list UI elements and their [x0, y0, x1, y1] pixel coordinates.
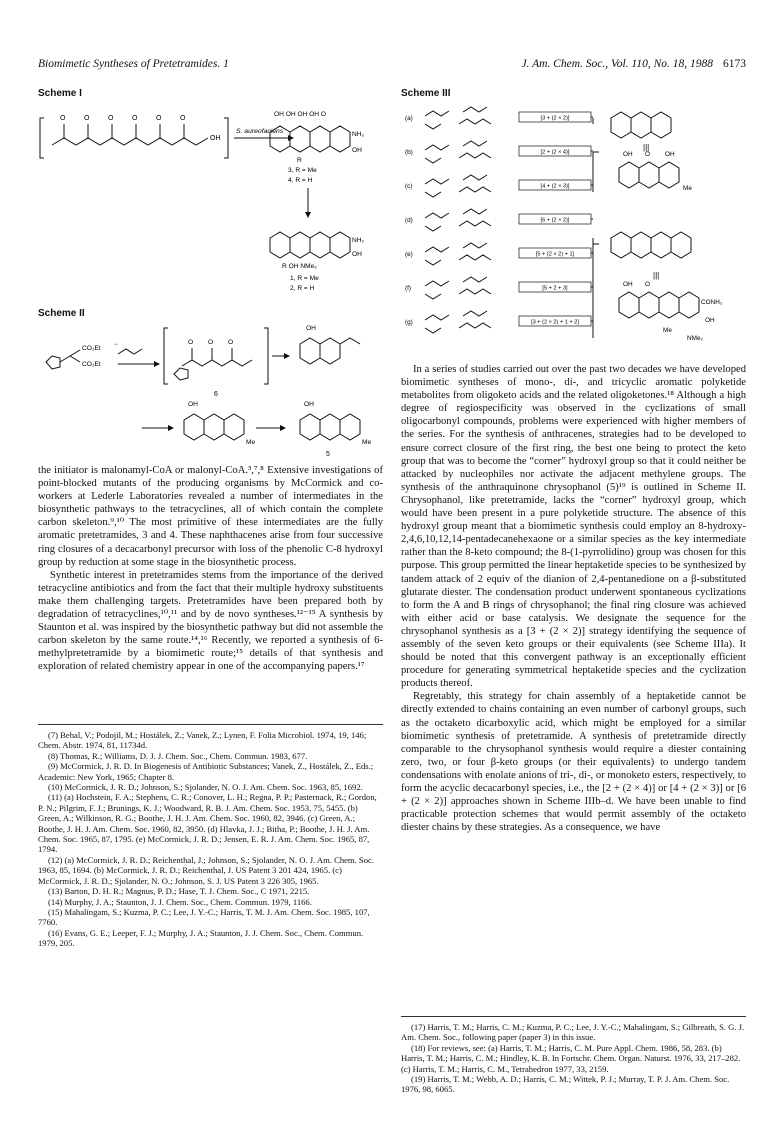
nh2-label-1: NH₂: [352, 237, 365, 244]
reference-10: (10) McCormick, J. R. D.; Johnson, S.; Sjolander, N. O. J. Am. Chem. Soc. 1963, 85, 1692.: [48, 782, 363, 793]
intermediate-number: 6: [214, 391, 218, 398]
nme2-label: NMe₂: [687, 335, 703, 342]
strategy-tag-2: (b): [405, 149, 413, 156]
pyrrolidine-ring: [46, 356, 60, 369]
ester-label-1: CO₂Et: [82, 345, 101, 352]
reference-12: (12) (a) McCormick, J. R. D.; Reichenthal, J.; Johnson, S.; Sjolander, N. O. J. Am. Chem. Soc. 1963, 85, 1694. (b) McCormick, J. R. D.; Reichenthal, J. US Patent 3 201 424, 1965. (c) McCormick, J. R. D.; Sjolander, N. O.; Johnson, S. J. US Patent 3 226 305, 1965.: [38, 854, 374, 886]
o-label-5: O: [156, 115, 162, 122]
equivalence-mark-2: |||: [653, 271, 660, 280]
oh-label-s3a: OH: [623, 151, 633, 158]
o-label-2: O: [84, 115, 90, 122]
tetracycline-rings: [270, 232, 350, 258]
right-paragraph-2: Regretably, this strategy for chain assembly of a heptaketide cannot be directly extended to chains containing an even number of carbonyl groups, such as the octaketo dicarboxylic acid, which might be employed for a similar biomimetic synthesis of pretetramide. A synthesis of pretetramide directly comparable to the chrysophanol synthesis would require a diester containing zero, two, or four β-keto groups (or their equivalents) to undergo tandem condensations with enolate anions of tri-, di-, or monoketo esters, respectively, to form the acyclic decacarbonyl species, i.e., the [2 + (2 × 4)] or [4 + (2 × 3)] or [6 + (2 × 2)] approaches shown in Scheme IIIb–d. We have been unable to find practicable protection schemes that would permit assembly of the octaketo diester chains by these strategies. As a consequence, we have: [401, 691, 746, 834]
cmpd-3-substituents: OH OH OH OH O: [274, 111, 327, 118]
scheme-1-label: Scheme I: [38, 88, 82, 99]
dianion-chain: [118, 349, 142, 354]
cmpd-3-r-label: R: [297, 157, 302, 164]
reference-17: (17) Harris, T. M.; Harris, C. M.; Kuzma, P. C.; Lee, J. Y.-C.; Mahalingam, S.; Gilbreath, S. G. J. Am. Chem. Soc., following paper (paper 3) in this issue.: [401, 1022, 745, 1043]
oh-label-s2a: OH: [306, 325, 316, 332]
oh-label-s2b: OH: [188, 401, 198, 408]
right-body-text: [401, 363, 746, 834]
me-label-s2a: Me: [246, 439, 256, 446]
left-body-text: [38, 464, 383, 674]
bracket-left: [40, 118, 44, 158]
cmpd-4-label: 4, R = H: [288, 177, 313, 184]
strategy-label-5: [5 + (2 × 2) + 1]: [535, 251, 575, 258]
strategy-fragments-5: [425, 243, 491, 265]
reference-18: (18) For reviews, see: (a) Harris, T. M.; Harris, C. M. Pure Appl. Chem. 1986, 58, 283. (b) Harris, T. M.; Harris, C. M.; Hindley, K. B. In Fortschr. Chem. Organ. Naturst. 1976, 33, 217–282. (c) Harris, T. M.; Harris, C. M., Tetrahedron 1977, 33, 2159.: [401, 1042, 741, 1074]
o-label-s2-2: O: [208, 339, 214, 346]
reference-11: (11) (a) Hochstein, F. A.; Stephens, C. R.; Conover, L. H.; Regna, P. P.; Pasternack, R.; Gordon, P. N.; Pilgrim, F. J.; Brunings, K. J.; Woodward, R. B. J. Am. Chem. Soc. 1953, 75, 5455. (b) Green, A.; Wilkinson, R. G.; Boothe, J. H. J. Am. Chem. Soc. 1960, 82, 3946. (c) Green, A.; Boothe, J. H. J. Am. Chem. Soc. 1960, 82, 3950. (d) Hlavka, J. J.; Bitha, P.; Boothe, J. H. J. Am. Chem. Soc. 1965, 87, 1795. (e) McCormick, J. R. D.; Jensen, E. R. J. Am. Chem. Soc. 1965, 87, 1794.: [38, 792, 377, 855]
journal-citation: [521, 58, 746, 70]
o-label-3: O: [108, 115, 114, 122]
left-references: [38, 724, 383, 949]
ester-label-2: CO₂Et: [82, 361, 101, 368]
o-label-6: O: [180, 115, 186, 122]
strategy-fragments-3: [425, 175, 491, 197]
cmpd-2-label: 2, R = H: [290, 285, 315, 292]
o-label-4: O: [132, 115, 138, 122]
strategy-fragments-6: [425, 277, 491, 299]
carbonyl-bonds: [64, 124, 184, 138]
right-references: [401, 1016, 746, 1095]
scheme-2-figure: [38, 320, 383, 460]
bracket-right: [224, 118, 228, 158]
strategy-rows: [405, 107, 593, 333]
o-label-1: O: [60, 115, 66, 122]
oh-label-1: OH: [352, 251, 362, 258]
oh-label-3: OH: [352, 147, 362, 154]
journal-info: J. Am. Chem. Soc., Vol. 110, No. 18, 1988: [521, 58, 713, 70]
nh2-label-3: NH₂: [352, 131, 365, 138]
page-number: 6173: [723, 58, 746, 70]
scheme-2-label: Scheme II: [38, 308, 85, 319]
o-label-s3a: O: [645, 151, 650, 158]
strategy-tag-1: (a): [405, 115, 413, 122]
equivalence-mark-1: |||: [643, 143, 650, 152]
oh-label-chain: OH: [210, 135, 221, 142]
enzyme-label: S. aureofaciens: [236, 128, 284, 135]
me-label-s2b: Me: [362, 439, 372, 446]
product-number: 5: [326, 451, 330, 458]
strategy-label-2: [2 + (2 × 4)]: [540, 149, 570, 156]
polyketide-chain: [52, 138, 208, 145]
reference-19: (19) Harris, T. M.; Webb, A. D.; Harris, C. M.; Wittek, P. J.; Murray, T. P. J. Am. Chem. Soc. 1976, 98, 6065.: [401, 1074, 730, 1095]
o-label-s2-3: O: [228, 339, 234, 346]
right-paragraph-1: In a series of studies carried out over the past two decades we have developed biomimetic syntheses of mono-, di-, and tricyclic aromatic polyketide metabolites from oligoketo acids and the related oligoketones.¹⁸ Although a high degree of regiospecificity was observed in the cyclizations of small oligocarbonyl compounds, problems were experienced with higher members of the series. For the synthesis of anthracenes, strategies had to be developed to ensure correct closure of the first ring, the best one being to protect the keto group that was to become the “corner” hydroxyl group so that it could neither be attacked by nucleophiles nor activate the adjacent methylene groups. The synthesis of the anthraquinone chrysophanol (5)¹⁹ is outlined in Scheme II. Chrysophanol, like pretetramide, lacks the “corner” hydroxyl group, which would have been present in a pure polyketide structure. The absence of this hydroxyl group meant that a biomimetic synthesis could employ an 8-hydroxy-2,4,6,10,12,14-pentadecanehexaone or a similar species as the key intermediate rather than the 8-keto compound; the 8-(1-pyrrolidino) group was chosen for this purpose. This group permitted the linear heptaketide species to be synthesized by tandem attack of 2 equiv of the dianion of 2,4-pentanedione on a β-substituted glutarate diester. The condensation product underwent spontaneous cyclizations to form the A and B rings of chrysophanol; the final ring closure was achieved with either acid or base catalysis. We designate the sequence for the chrysophanol synthesis as a [3 + (2 × 2)] strategy identifying the sequence of assembly of the seven keto groups or their equivalents (see Scheme IIIa). It should be noted that this convergent pathway is an exceptionally efficient procedure for generating symmetrical heptaketide species and the cyclization products thereof.: [401, 364, 746, 690]
tricyclic-skeleton: [611, 112, 671, 138]
reference-16: (16) Evans, G. E.; Leeper, F. J.; Murphy, J. A.; Staunton, J. J. Chem. Soc., Chem. Commun. 1979, 205.: [38, 927, 364, 949]
strategy-fragments-2: [425, 141, 491, 163]
o-label-s2-1: O: [188, 339, 194, 346]
cmpd-1-label: 1, R = Me: [290, 275, 319, 282]
tetracyclic-skeleton: [611, 232, 691, 258]
running-title: Biomimetic Syntheses of Pretetramides. 1: [38, 58, 229, 70]
chrysophanol: [300, 414, 360, 440]
o-label-s3b: O: [645, 281, 650, 288]
conh2-label: CONH₂: [701, 299, 723, 306]
strategy-label-7: [3 + (2 × 2) + 1 + 2]: [531, 319, 579, 326]
left-paragraph-1: the initiator is malonamyl-CoA or malonyl-CoA.³,⁷,⁸ Extensive investigations of point-blocked mutants of the producing organisms by McCormick and co-workers at Lederle Laboratories revealed a number of intermediates in the biosynthetic pathways to the tetracyclines, all of which contain the complete carbon skeleton.⁹,¹⁰ The most primitive of these intermediates are the fully aromatic pretetramides, 3 and 4. These naphthacenes arise from four successive ring closures of a decacarbonyl precursor with loss of the phenolic C-8 hydroxyl group by reduction at some stage in the biosynthetic process.: [38, 465, 383, 568]
running-header: [38, 58, 746, 74]
reference-13: (13) Barton, D. H. R.; Magnus, P. D.; Hase, T. J. Chem. Soc., C 1971, 2215.: [48, 886, 310, 897]
strategy-label-4: [6 + (2 × 2)]: [540, 217, 570, 224]
oh-label-s2c: OH: [304, 401, 314, 408]
minus-charge: −: [114, 342, 118, 348]
scheme-3-figure: [401, 100, 746, 358]
me-label-s3a: Me: [683, 185, 692, 192]
intermediate-brackets: [164, 328, 268, 384]
oh-label-s3c: OH: [623, 281, 633, 288]
oh-label-s3b: OH: [665, 151, 675, 158]
strategy-fragments-7: [425, 311, 491, 333]
chrysophanol-s3: [619, 162, 679, 188]
strategy-label-1: [3 + (2 × 2)]: [540, 115, 570, 122]
strategy-fragments-1: [425, 107, 491, 129]
intermediate-chain: [182, 360, 252, 366]
anthracenetriol: [184, 414, 244, 440]
scheme-3-label: Scheme III: [401, 88, 451, 99]
me-label-s3b: Me: [663, 327, 672, 334]
cmpd-3-label: 3, R = Me: [288, 167, 317, 174]
pretetramide-s3: [619, 292, 699, 318]
strategy-tag-6: (f): [405, 285, 412, 292]
strategy-label-3: [4 + (2 × 3)]: [540, 183, 570, 190]
oh-label-s3d: OH: [705, 317, 715, 324]
left-paragraph-2: Synthetic interest in pretetramides stems from the importance of the derived tetracycline antibiotics and from the fact that their multiple hydroxy substituents make them challenging targets. Pretetramides have been prepared both by degradation of tetracyclines,¹⁰,¹¹ and by de novo syntheses.¹²⁻¹⁵ A synthesis by Staunton et al. was inspired by the biosynthetic pathway but did not assemble the carbon skeleton by the same route.¹⁴,¹⁶ Recently, we reported a synthesis of 6-methylpretetramide by a biomimetic route;¹⁵ details of that synthesis and exploration of related chemistry appear in one of the accompanying papers.¹⁷: [38, 569, 383, 673]
scheme-1-figure: [38, 100, 383, 302]
reference-14: (14) Murphy, J. A.; Staunton, J. J. Chem. Soc., Chem. Commun. 1979, 1166.: [48, 896, 312, 907]
strategy-tag-4: (d): [405, 217, 413, 224]
reference-7: (7) Behal, V.; Podojil, M.; Hostálek, Z.; Vanek, Z.; Lynen, F. Folia Microbiol. 1974, 19, 146; Chem. Abstr. 1974, 81, 11734d.: [38, 730, 367, 751]
strategy-tag-3: (c): [405, 183, 413, 190]
strategy-tag-7: (g): [405, 319, 413, 326]
bicyclic-product: [300, 338, 360, 364]
reference-8: (8) Thomas, R.; Williams, D. J. J. Chem. Soc., Chem. Commun. 1983, 677.: [48, 750, 308, 761]
strategy-fragments-4: [425, 209, 491, 231]
cmpd-1-r-label: R OH NMe₂: [282, 263, 317, 270]
reference-9: (9) McCormick, J. R. D. In Biogenesis of Antibiotic Substances; Vanek, Z., Hostálek, Z., Eds.; Academic: New York, 1965; Chapter 8.: [38, 761, 374, 782]
strategy-tag-5: (e): [405, 251, 413, 258]
reference-15: (15) Mahalingam, S.; Kuzma, P. C.; Lee, J. Y.-C.; Harris, T. M. J. Am. Chem. Soc. 1985, 107, 7760.: [38, 906, 370, 928]
strategy-label-6: [5 + 2 + 3]: [542, 285, 568, 292]
